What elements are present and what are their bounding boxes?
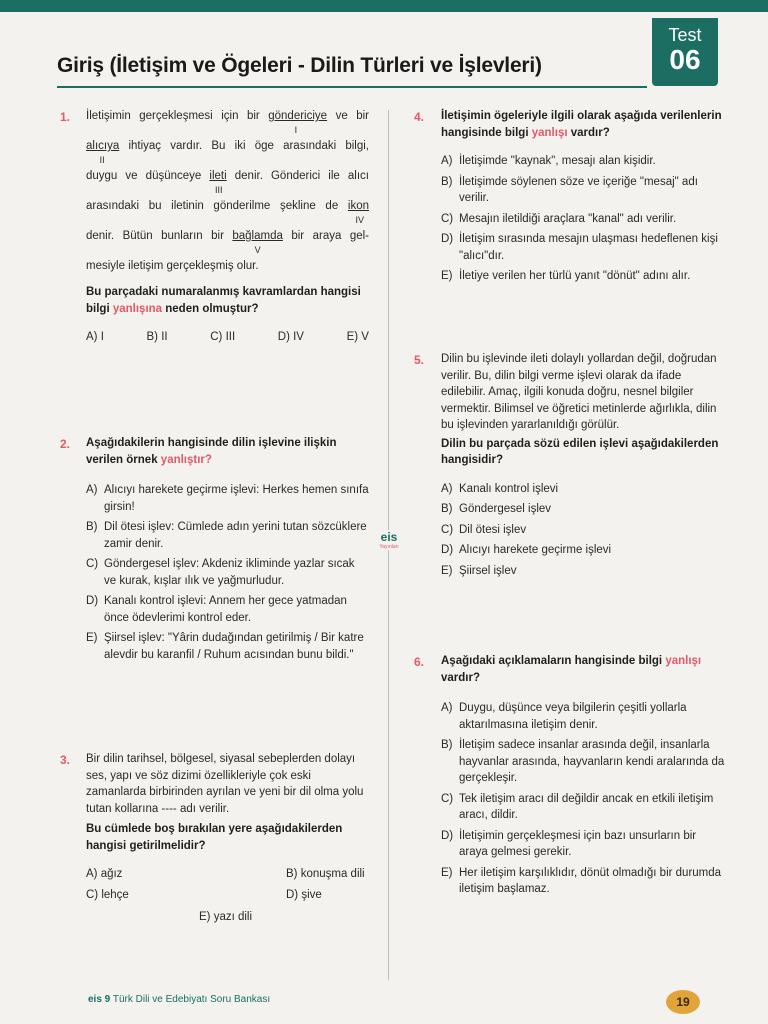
question-3 [86,751,369,926]
question-4-option-b[interactable] [441,174,725,207]
option-key: B) [441,175,453,188]
question-4-option-c[interactable] [441,211,725,228]
question-3-prompt: Bu cümlede boş bırakılan yere aşağıdakilerden hangisi getirilmelidir? [86,823,343,852]
roman-numeral-marker: II [99,155,105,165]
question-6-prompt-b: vardır? [441,671,480,684]
passage-line-text [86,168,369,185]
question-1-passage-line [86,198,369,228]
question-1-prompt [86,284,369,317]
question-3-number: 3. [60,753,71,767]
question-5-passage: Dilin bu işlevinde ileti dolaylı yollardan değil, doğrudan verilir. Bu, dilin bilgi verme işlevi olarak da ifade edilebilir. Amaç, ilgili konuda doğru, nesnel bilgiler vermektir. Bilimsel ve öğretici metinlerde ağırlıkla, dilin bu işlevinden yararlanıldığı görülür. [441,353,717,431]
question-6-option-e[interactable] [441,865,725,898]
question-6 [441,653,725,898]
title-underline [57,86,647,88]
option-text: Alıcıyı harekete geçirme işlevi [459,544,612,556]
question-3-option-d[interactable]: D) şive [286,888,322,901]
question-5 [441,351,725,579]
option-key: B) [441,739,453,751]
question-6-option-b[interactable] [441,737,725,787]
option-key: E) [86,632,98,644]
numbered-term: ikon [347,200,369,212]
question-5-option-d[interactable] [441,542,725,559]
option-key: C) [441,212,454,225]
question-1-passage [86,108,369,280]
passage-text: mesiyle iletişim gerçekleşmiş olur. [86,260,259,272]
question-1-option-d[interactable]: D) IV [277,331,304,343]
option-text: Her iletişim karşılıklıdır, dönüt olmadığı bir durumda iletişim başlamaz. [459,866,722,895]
passage-line-text [86,258,369,275]
option-key: D) [441,544,454,556]
question-4-negative: yanlışı [531,126,568,139]
option-text: İletişimin gerçekleşmesi için bazı unsurların bir araya gelmesi gerekir. [459,829,697,858]
option-key: D) [441,829,454,842]
question-5-options [441,481,725,580]
question-4-prompt-b: vardır? [567,126,610,139]
question-6-prompt [441,653,725,686]
question-2-negative: yanlıştır? [160,453,212,466]
question-3-option-e[interactable]: E) yazı dili [199,911,253,923]
question-1-passage-line [86,258,369,280]
question-3-options [86,866,369,903]
passage-line-text [86,108,369,125]
passage-text: duygu ve düşünceye [86,170,210,182]
question-2-option-d[interactable] [86,593,369,626]
question-3-option-b[interactable]: B) konuşma dili [286,868,365,880]
option-text: Tek iletişim aracı dil değildir ancak en etkili iletişim aracı, dildir. [459,792,714,821]
footer-brand: eis 9 [88,994,111,1005]
option-key: E) [441,270,453,282]
question-2-option-b[interactable] [86,519,369,552]
passage-text: denir. Bütün bunların bir [86,230,233,242]
publisher-logo-text: eis [380,530,398,544]
publisher-logo [376,530,402,550]
question-4-option-d[interactable] [441,231,725,264]
numbered-term: ileti [209,170,227,182]
question-1 [86,108,369,346]
question-6-options [441,700,725,898]
question-5-option-a[interactable] [441,481,725,498]
option-text: Göndergesel işlev: Akdeniz ikliminde yazlar sıcak ve kurak, kışlar ılık ve yağmurludur. [104,558,355,587]
question-1-options [86,329,369,346]
passage-text: ihtiyaç vardır. Bu iki öge arasındaki bilgi, [119,140,369,152]
question-3-passage: Bir dilin tarihsel, bölgesel, siyasal sebeplerden dolayı ses, yapı ve söz dizimi özellikleriyle çok eski zamanlarda birbirinden ayrılan ve yeni bir dil olma yolu tutan kollarına ---- adı verilir. [86,753,364,815]
question-2-option-c[interactable] [86,556,369,589]
footer-title: Türk Dili ve Edebiyatı Soru Bankası [110,994,271,1005]
question-4-options [441,153,725,285]
page-footer [88,994,270,1005]
question-1-passage-line [86,138,369,168]
option-text: Kanalı kontrol işlevi [459,482,559,495]
passage-text: ve bir [327,110,369,122]
question-1-passage-line [86,108,369,138]
question-1-option-a[interactable]: A) I [86,331,104,343]
roman-numeral-marker: V [254,245,261,255]
top-color-bar [0,0,768,12]
passage-text: arasındaki bu iletinin gönderilme şekline de [86,200,348,212]
option-text: Şiirsel işlev [459,564,517,577]
question-2-prompt-a: Aşağıdakilerin hangisinde dilin işlevine ilişkin verilen örnek [86,437,337,466]
test-label: Test [668,25,702,45]
page-number: 19 [666,990,700,1014]
option-key: C) [86,558,99,570]
roman-numeral-marker: IV [355,215,364,225]
option-key: E) [441,866,453,879]
question-4 [441,108,725,285]
numbered-term: bağlamda [232,230,283,242]
option-text: Dil ötesi işlev [459,523,527,536]
passage-line-text [86,198,369,215]
question-1-negative: yanlışına [112,302,163,315]
question-3-option-a[interactable]: A) ağız [86,868,123,880]
question-4-prompt [441,108,725,141]
option-text: Alıcıyı harekete geçirme işlevi: Herkes hemen sınıfa girsin! [104,484,369,513]
question-3-option-c[interactable]: C) lehçe [86,888,129,901]
option-key: D) [86,595,99,607]
roman-numeral-marker: I [294,125,298,135]
question-1-prompt-b: neden olmuştur? [162,302,259,315]
question-1-option-b[interactable]: B) II [146,331,168,343]
option-text: Duygu, düşünce veya bilgilerin çeşitli yollarla aktarılmasına iletişim denir. [459,702,687,731]
question-5-option-c[interactable] [441,522,725,539]
option-key: A) [441,702,453,714]
option-key: E) [441,564,453,577]
option-key: B) [86,521,98,533]
publisher-logo-sub: Yayınları [379,544,399,550]
question-4-option-e[interactable] [441,268,725,285]
option-text: Dil ötesi işlev: Cümlede adın yerini tutan sözcüklere zamir denir. [104,521,367,550]
option-text: Göndergesel işlev [459,503,552,515]
passage-text: denir. Gönderici ile alıcı [226,170,369,182]
option-key: A) [441,482,453,495]
question-5-number: 5. [414,353,425,367]
question-1-option-e[interactable]: E) V [346,331,369,343]
passage-line-text [86,138,369,155]
option-key: D) [441,233,454,245]
option-text: İletişim sırasında mesajın ulaşması hedeflenen kişi "alıcı"dır. [459,233,718,262]
question-6-prompt-a: Aşağıdaki açıklamaların hangisinde bilgi [441,655,666,667]
option-text: Kanalı kontrol işlevi: Annem her gece yatmadan önce ödevlerimi kontrol eder. [104,595,347,624]
numbered-term: alıcıya [86,140,120,152]
question-6-option-c[interactable] [441,791,725,824]
passage-text: bir araya gel- [282,230,369,242]
question-4-option-a[interactable] [441,153,725,170]
roman-numeral-marker: III [215,185,223,195]
option-key: C) [441,792,454,805]
option-key: C) [441,523,454,536]
option-key: B) [441,503,453,515]
option-text: İletişim sadece insanlar arasında değil, insanlarla hayvanlar arasında, hayvanların kendi aralarında da gerçekleşir. [459,739,725,784]
question-4-number: 4. [414,110,425,124]
question-6-option-a[interactable] [441,700,725,733]
question-5-option-b[interactable] [441,501,725,518]
option-key: A) [86,484,98,496]
numbered-term: göndericiye [268,110,328,122]
question-2-prompt [86,435,369,468]
option-text: Mesajın iletildiği araçlara "kanal" adı verilir. [459,212,677,225]
question-1-option-c[interactable]: C) III [210,331,236,343]
option-text: Şiirsel işlev: "Yârin dudağından getirilmiş / Bir katre alevdir bu karanfil / Ruhum acısından bunu bildi." [104,632,364,661]
question-2 [86,435,369,663]
passage-text: İletişimin gerçekleşmesi için bir [86,110,269,122]
test-number: 06 [669,44,701,75]
test-number-badge [652,18,718,86]
option-text: İletiye verilen her türlü yanıt "dönüt" adını alır. [459,270,691,282]
question-2-option-a[interactable] [86,482,369,515]
question-6-negative: yanlışı [665,655,702,667]
question-4-prompt-a: İletişimin ögeleriyle ilgili olarak aşağıda verilenlerin hangisinde bilgi [441,110,722,139]
question-6-option-d[interactable] [441,828,725,861]
question-2-options [86,482,369,663]
option-text: İletişimde "kaynak", mesajı alan kişidir. [459,155,656,167]
passage-line-text [86,228,369,245]
option-key: A) [441,155,453,167]
question-5-prompt: Dilin bu parçada sözü edilen işlevi aşağıdakilerden hangisidir? [441,437,719,466]
question-2-number: 2. [60,437,71,451]
question-5-option-e[interactable] [441,563,725,580]
question-1-prompt-a: Bu parçadaki numaralanmış kavramlardan hangisi bilgi [86,286,361,315]
question-6-number: 6. [414,655,425,669]
page-title: Giriş (İletişim ve Ögeleri - Dilin Türleri ve İşlevleri) [57,54,542,77]
question-2-option-e[interactable] [86,630,369,663]
question-1-passage-line [86,168,369,198]
option-text: İletişimde söylenen söze ve içeriğe "mesaj" adı verilir. [459,175,698,204]
question-1-number: 1. [60,110,71,124]
question-1-passage-line [86,228,369,258]
